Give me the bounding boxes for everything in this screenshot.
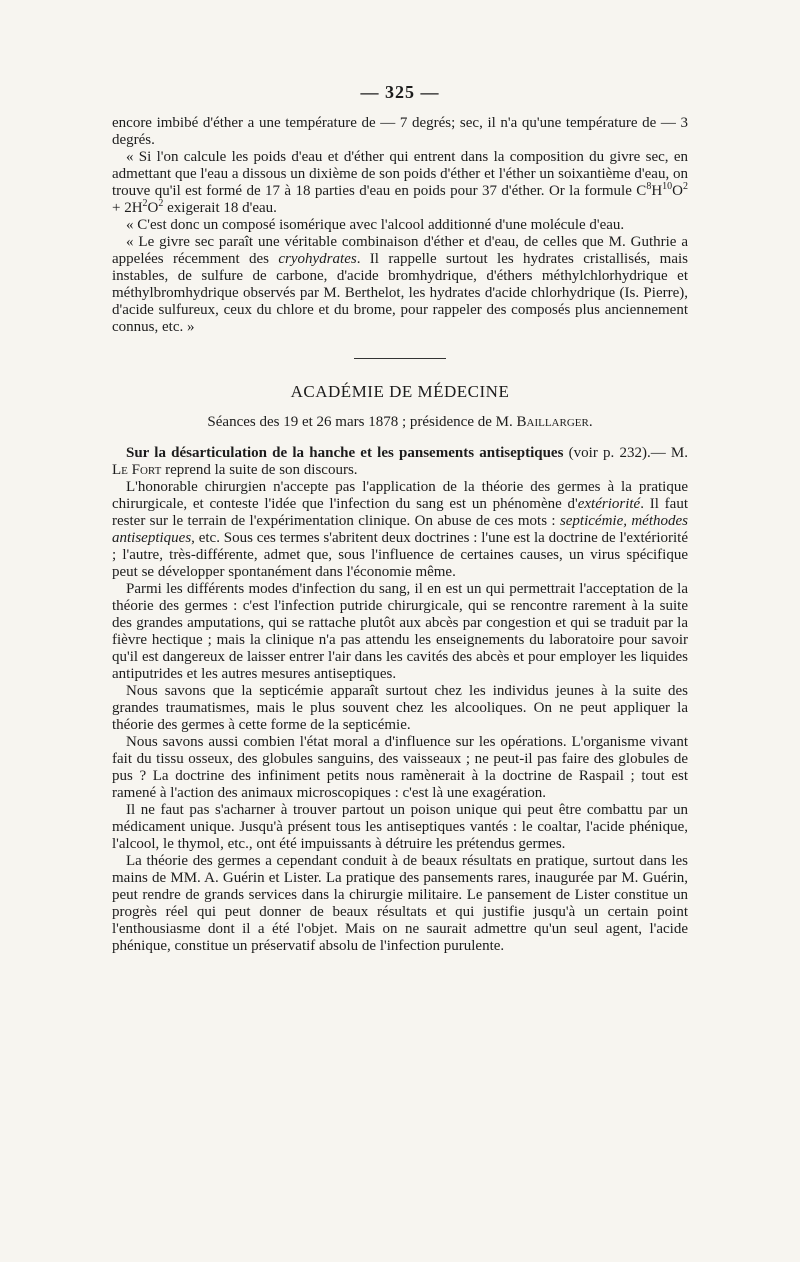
- paragraph-text: « Si l'on calcule les poids d'eau et d'éther qui entrent dans la composition du givre sec, en admettant que l'eau a dissous un dixième de son poids d'éther et l'éther un soixantième d'eau, on trouve qu'il est formé de 17 à 18 parties d'eau en poids pour 37 d'éther. Or la formule: [112, 149, 688, 199]
- section-title: ACADÉMIE DE MÉDECINE: [290, 382, 510, 401]
- cryohydrates-term: cryohydrates: [278, 251, 357, 267]
- discussion-title: Sur la désarticulation de la hanche et les pansements antiseptiques: [126, 445, 564, 461]
- paragraph-germ-theory: L'honorable chirurgien n'accepte pas l'application de la théorie des germes à la pratique chirurgicale, et conteste l'idée que l'infection du sang est un phénomène d'extériorité. Il faut rester sur le terrain de l'expérimentation clinique. On abuse de ces mots : septicémie, méthodes antiseptiques, etc. Sous ces termes s'abritent deux doctrines : l'une est la doctrine de l'extériorité ; l'autre, très-différente, admet que, sous l'influence de certaines causes, un virus spécifique peut se développer spontanément dans l'économie même.: [112, 479, 688, 580]
- speaker-name: Le Fort: [112, 462, 162, 478]
- paragraph-ether-temperature: encore imbibé d'éther a une température de — 7 degrés; sec, il n'a qu'une température de — 3 degrés.: [112, 115, 688, 148]
- paragraph-givre-combination: « Le givre sec paraît une véritable combinaison d'éther et d'eau, de celles que M. Guthrie a appelées récemment des cryohydrates. Il rappelle surtout les hydrates cristallisés, mais instables, de sulfure de carbone, d'acide bromhydrique, d'éthers méthylchlorhydrique et méthylbromhydrique observés par M. Berthelot, les hydrates d'acide chlorhydrique (Is. Pierre), d'acide sulfureux, ceux du chlore et du brome, pour rappeler des composés plus anciennement connus, etc. »: [112, 234, 689, 335]
- page-number: — 325 —: [360, 82, 440, 102]
- chemical-formula: $C^8H^{10}O^2 + 2H^2O^2$: [112, 181, 688, 216]
- session-dates: Séances des 19 et 26 mars 1878 ; présidence de M. Baillarger.: [207, 414, 593, 430]
- paragraph-givre-composition: « Si l'on calcule les poids d'eau et d'éther qui entrent dans la composition du givre sec, en admettant que l'eau a dissous un dixième de son poids d'éther et l'éther un soixantième d'eau, on trouve qu'il est formé de 17 à 18 parties d'eau en poids pour 37 d'éther. Or la formule $C^8H^{10}O^2 + 2H^2O^2$ exigerait 18 d'eau.: [112, 149, 688, 216]
- paragraph-antiseptics: Il ne faut pas s'acharner à trouver partout un poison unique qui peut être combattu par un médicament unique. Jusqu'à présent tous les antiseptiques vantés : le coaltar, l'acide phénique, l'alcool, le thymol, etc., ont été impuissants à détruire les prétendus germes.: [112, 802, 688, 852]
- paragraph-septicemia: Nous savons que la septicémie apparaît surtout chez les individus jeunes à la suite des grandes traumatismes, mais le plus souvent chez les alcooliques. On ne peut appliquer la théorie des germes à cette forme de la septicémie.: [112, 683, 688, 733]
- paragraph-isomeric-compound: « C'est donc un composé isomérique avec l'alcool additionné d'une molécule d'eau.: [126, 217, 625, 233]
- page: [112, 84, 688, 955]
- paragraph-discussion-heading: Sur la désarticulation de la hanche et les pansements antiseptiques (voir p. 232).— M. Le Fort reprend la suite de son discours.: [112, 445, 689, 478]
- section-divider: [354, 358, 446, 359]
- paragraph-infection-modes: Parmi les différents modes d'infection du sang, il en est un qui permettrait l'acceptation de la théorie des germes : c'est l'infection putride chirurgicale, qui se rencontre rarement à la suite des grandes amputations, qui se rattache plutôt aux abcès par congestion et qui se traduit par la fièvre hectique ; mais la clinique n'a pas attendu les enseignements du laboratoire pour savoir qu'il est dangereux de laisser entrer l'air dans les cavités des abcès et pour employer les liquides antiputrides et les autres mesures antiseptiques.: [112, 581, 688, 682]
- paragraph-lister: La théorie des germes a cependant conduit à de beaux résultats en pratique, surtout dans les mains de MM. A. Guérin et Lister. La pratique des pansements rares, inaugurée par M. Guérin, peut rendre de grands services dans la chirurgie militaire. Le pansement de Lister constitue un progrès réel qui peut donner de beaux résultats et qui justifie jusqu'à un certain point l'enthousiasme dont il a été l'objet. Mais on ne saurait admettre qu'un seul agent, l'acide phénique, constitue un préservatif absolu de l'infection purulente.: [112, 853, 688, 954]
- president-name: Baillarger.: [516, 414, 593, 430]
- paragraph-moral-state: Nous savons aussi combien l'état moral a d'influence sur les opérations. L'organisme vivant fait du tissu osseux, des globules sanguins, des vaisseaux ; ne peut-il pas faire des globules de pus ? La doctrine des infiniment petits nous ramènerait à la doctrine de Raspail ; tout est ramené à l'action des animaux microscopiques : c'est là une exagération.: [112, 734, 688, 801]
